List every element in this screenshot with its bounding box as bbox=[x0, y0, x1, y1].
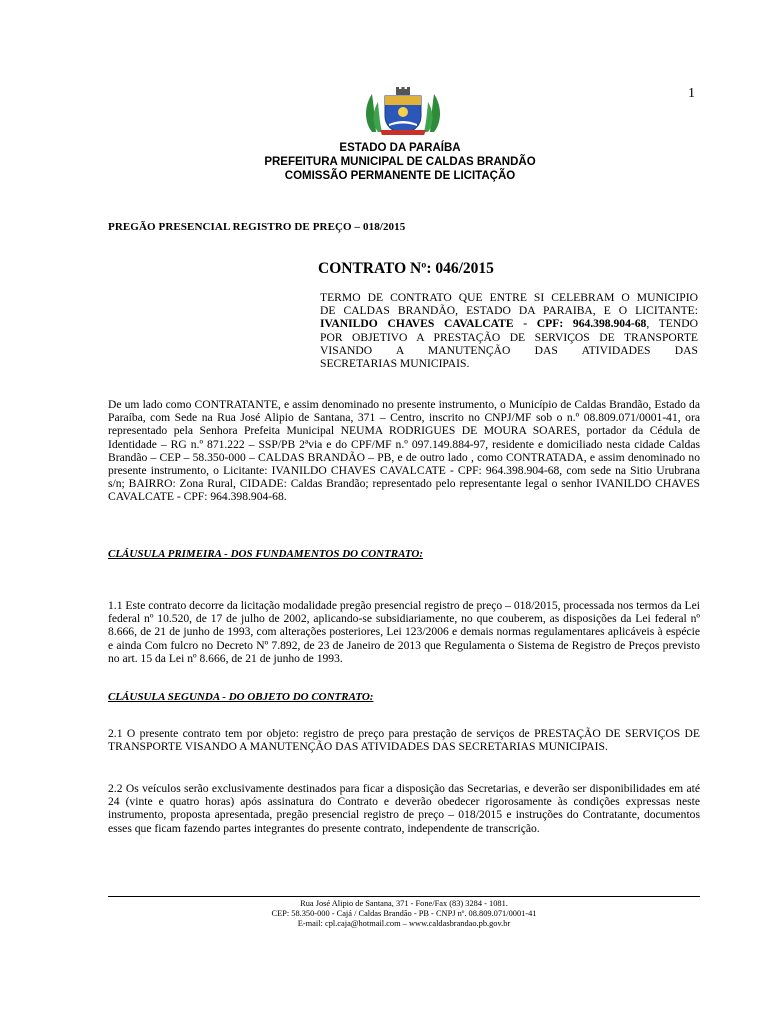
footer-divider bbox=[108, 896, 700, 897]
summary-line: SECRETARIAS MUNICIPAIS. bbox=[320, 357, 470, 371]
municipal-coat-of-arms-icon bbox=[358, 86, 448, 136]
clause-1-text: 1.1 Este contrato decorre da licitação modalidade pregão presencial registro de preço – 018/2015, processada nos termos da Lei federal nº 10.520, de 17 de julho de 2002, aplicando-se subsidiariamente, no que couberem, as disposições da Lei federal nº 8.666, de 21 de junho de 1993, com alterações posteriores, Lei 123/2006 e demais normas regulamentares aplicáveis à espécie e ainda Com fulcro no Decreto Nº 7.892, de 23 de Janeiro de 2013 que Regulamenta o Sistema de Registro de Preços previsto no art. 15 da Lei nº 8.666, de 21 de junho de 1993. bbox=[108, 599, 700, 665]
contractor-name: IVANILDO CHAVES CAVALCATE - CPF: 964.398.904-68 bbox=[320, 317, 647, 331]
summary-line: DE CALDAS BRANDÃO, ESTADO DA PARAIBA, E O LICITANTE: bbox=[320, 304, 698, 318]
footer bbox=[108, 899, 700, 930]
contract-number-title: CONTRATO Nº: 046/2015 bbox=[318, 260, 494, 277]
header-comissao: COMISSÃO PERMANENTE DE LICITAÇÃO bbox=[284, 170, 516, 182]
contract-summary bbox=[320, 291, 698, 370]
clause-1-title: CLÁUSULA PRIMEIRA - DOS FUNDAMENTOS DO CONTRATO: bbox=[108, 548, 423, 560]
clause-2-2-text: 2.2 Os veículos serão exclusivamente destinados para ficar a disposição das Secretarias, e deverão ser disponibilidades em até 24 (vinte e quatro horas) após assinatura do Contrato e deverão obedecer rigorosamente às condições expressas neste instrumento, proposta apresentada, pregão presencial registro de preço – 018/2015 e instruções do Contratante, documentos esses que ficam fazendo partes integrantes do presente contrato, independente de transcrição. bbox=[108, 782, 700, 835]
footer-contact: E-mail: cpl.caja@hotmail.com – www.caldasbrandao.pb.gov.br bbox=[297, 919, 511, 929]
summary-line: IVANILDO CHAVES CAVALCATE - CPF: 964.398.904-68, TENDO bbox=[320, 317, 698, 331]
intro-paragraph: De um lado como CONTRATANTE, e assim denominado no presente instrumento, o Município de Caldas Brandão, Estado da Paraíba, com Sede na Rua José Alipio de Santana, 371 – Centro, inscrito no CNPJ/MF sob o n.º 08.809.071/0001-41, ora representado pela Senhora Prefeita Municipal NEUMA RODRIGUES DE MOURA SOARES, portador da Cédula de Identidade – RG n.º 871.222 – SSP/PB 2ªvia e do CPF/MF n.º 097.149.884-97, residente e domiciliado nesta cidade Caldas Brandão – CEP – 58.350-000 – CALDAS BRANDÃO – PB, e de outro lado , como CONTRATADA, e assim denominado no presente instrumento, o Licitante: IVANILDO CHAVES CAVALCATE - CPF: 964.398.904-68, com sede na Sitio Urubrana s/n; BAIRRO: Zona Rural, CIDADE: Caldas Brandão; representado pelo representante legal o senhor IVANILDO CHAVES CAVALCATE - CPF: 964.398.904-68. bbox=[108, 398, 700, 504]
header-prefeitura: PREFEITURA MUNICIPAL DE CALDAS BRANDÃO bbox=[264, 156, 536, 168]
header-state: ESTADO DA PARAÍBA bbox=[339, 142, 461, 154]
footer-cep-cnpj: CEP: 58.350-000 - Cajá / Caldas Brandão - PB - CNPJ nº. 08.809.071/0001-41 bbox=[271, 909, 537, 919]
summary-line: VISANDO A MANUTENÇÃO DAS ATIVIDADES DAS bbox=[320, 343, 698, 357]
page-number: 1 bbox=[688, 86, 695, 101]
summary-line: TERMO DE CONTRATO QUE ENTRE SI CELEBRAM O MUNICIPIO bbox=[320, 291, 698, 304]
summary-line: POR OBJETIVO A PRESTAÇÃO DE SERVIÇOS DE TRANSPORTE bbox=[320, 330, 698, 344]
clause-2-1-text: 2.1 O presente contrato tem por objeto: registro de preço para prestação de serviços de PRESTAÇÃO DE SERVIÇOS DE TRANSPORTE VISANDO A MANUTENÇÃO DAS ATIVIDADES DAS SECRETARIAS MUNICIPAIS. bbox=[108, 727, 700, 754]
footer-address: Rua José Alipio de Santana, 371 - Fone/Fax (83) 3284 - 1081. bbox=[300, 899, 508, 908]
clause-2-title: CLÁUSULA SEGUNDA - DO OBJETO DO CONTRATO: bbox=[108, 691, 374, 703]
pregao-title: PREGÃO PRESENCIAL REGISTRO DE PREÇO – 018/2015 bbox=[108, 221, 406, 233]
